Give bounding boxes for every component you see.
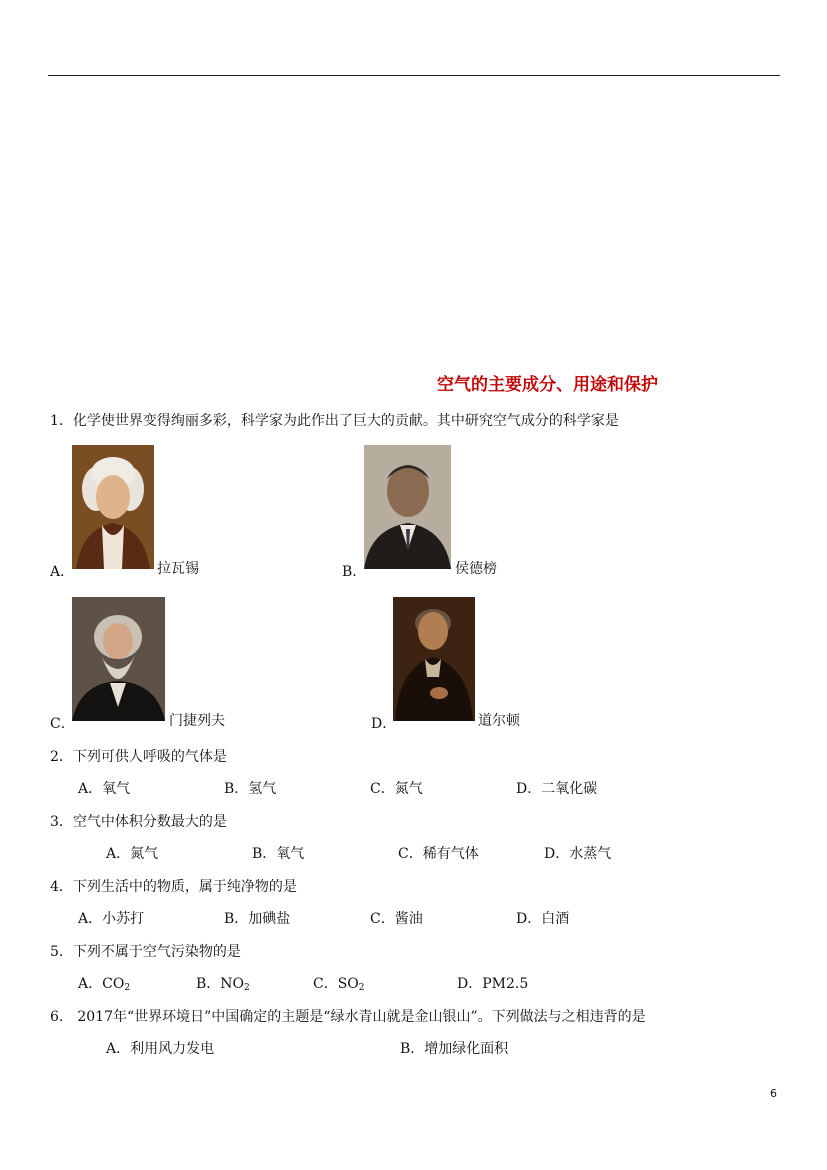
q4-option-c: C．酱油 — [370, 911, 423, 927]
q3-option-b: B．氧气 — [252, 846, 305, 862]
q1-option-a-letter: A． — [50, 564, 75, 580]
q2-option-d: D．二氧化碳 — [516, 781, 598, 797]
q3-option-a: A．氮气 — [106, 846, 159, 862]
question-5-text: 5．下列不属于空气污染物的是 — [50, 944, 241, 960]
q5-option-b: B．$NO_2$ — [196, 976, 250, 993]
q4-option-d: D．白酒 — [516, 911, 570, 927]
q1-option-a-name: 拉瓦锡 — [157, 561, 199, 577]
q5-option-d: D．PM2.5 — [457, 976, 529, 992]
page-number: 6 — [770, 1087, 777, 1100]
q6-option-a: A．利用风力发电 — [106, 1041, 215, 1057]
q1-option-b-name: 侯德榜 — [455, 561, 497, 577]
q1-option-b-letter: B． — [342, 564, 367, 580]
q1-option-d-letter: D． — [371, 716, 397, 732]
q4-option-b: B．加碘盐 — [224, 911, 291, 927]
q2-option-b: B．氢气 — [224, 781, 277, 797]
q1-option-d-name: 道尔顿 — [478, 713, 520, 729]
page-title: 空气的主要成分、用途和保护 — [437, 375, 658, 395]
portrait-mendeleev-image — [72, 597, 165, 721]
question-4-text: 4．下列生活中的物质，属于纯净物的是 — [50, 879, 297, 895]
q5-option-c: C．$SO_2$ — [313, 976, 365, 993]
question-1-text: 1．化学使世界变得绚丽多彩，科学家为此作出了巨大的贡献。其中研究空气成分的科学家是 — [50, 413, 619, 429]
q6-option-b: B．增加绿化面积 — [400, 1041, 509, 1057]
q5-option-a: A．$CO_2$ — [78, 976, 131, 993]
portrait-lavoisier-image — [72, 445, 154, 569]
question-3-text: 3．空气中体积分数最大的是 — [50, 814, 227, 830]
question-2-text: 2．下列可供人呼吸的气体是 — [50, 749, 227, 765]
portrait-hou-debang-image — [364, 445, 451, 569]
q3-option-c: C．稀有气体 — [398, 846, 479, 862]
q1-option-c-name: 门捷列夫 — [169, 713, 225, 729]
question-6-text: 6． 2017年“世界环境日”中国确定的主题是“绿水青山就是金山银山”。下列做法与之相违背的是 — [50, 1009, 646, 1025]
q2-option-a: A．氧气 — [78, 781, 131, 797]
portrait-dalton-image — [393, 597, 475, 721]
q2-option-c: C．氮气 — [370, 781, 423, 797]
header-rule — [48, 75, 780, 76]
q3-option-d: D．水蒸气 — [544, 846, 612, 862]
q4-option-a: A．小苏打 — [78, 911, 145, 927]
q1-option-c-letter: C． — [50, 716, 75, 732]
